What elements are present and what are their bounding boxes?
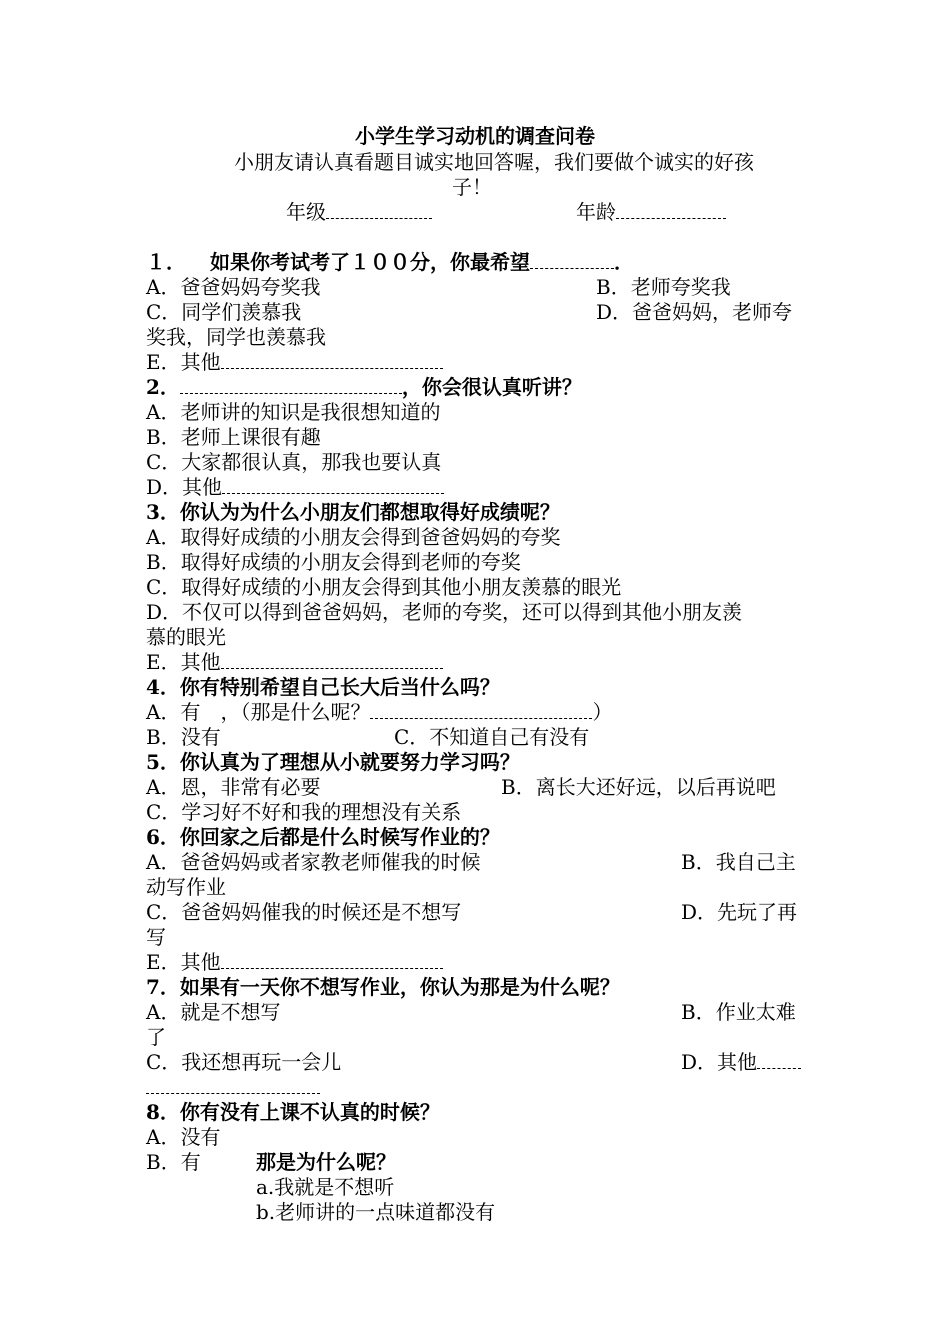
q2-option-d-blank[interactable] bbox=[222, 476, 444, 494]
intro-line-1: 小朋友请认真看题目诚实地回答喔，我们要做个诚实的好孩 bbox=[234, 150, 754, 174]
q6-option-b-cont: 动写作业 bbox=[146, 875, 226, 899]
q7-option-d-blank[interactable] bbox=[757, 1051, 801, 1069]
question-1-end: ． bbox=[614, 250, 634, 274]
q1-option-c[interactable]: C．同学们羡慕我 bbox=[146, 300, 302, 324]
grade-blank[interactable] bbox=[326, 201, 432, 219]
q2-option-d[interactable] bbox=[146, 475, 444, 500]
grade-field bbox=[286, 200, 432, 225]
q4-option-b[interactable]: B．没有 bbox=[146, 725, 221, 749]
q6-option-e-label: E．其他 bbox=[146, 950, 221, 974]
q7-option-a[interactable]: A．就是不想写 bbox=[146, 1000, 281, 1024]
q3-option-e[interactable] bbox=[146, 650, 443, 675]
q2-option-a[interactable]: A．老师讲的知识是我很想知道的 bbox=[146, 400, 441, 424]
q1-option-d[interactable]: D．爸爸妈妈，老师夸 bbox=[596, 300, 793, 324]
question-6: 6．你回家之后都是什么时候写作业的？ bbox=[146, 825, 500, 849]
q6-option-b[interactable]: B．我自己主 bbox=[681, 850, 796, 874]
q4-option-a[interactable] bbox=[146, 700, 612, 725]
q3-option-d[interactable]: D．不仅可以得到爸爸妈妈，老师的夸奖，还可以得到其他小朋友羡 bbox=[146, 600, 743, 624]
question-2-blank[interactable] bbox=[180, 376, 402, 394]
q6-option-e[interactable] bbox=[146, 950, 443, 975]
q3-option-a[interactable]: A．取得好成绩的小朋友会得到爸爸妈妈的夸奖 bbox=[146, 525, 561, 549]
q3-option-e-blank[interactable] bbox=[221, 651, 443, 669]
q1-option-d-cont: 奖我，同学也羡慕我 bbox=[146, 325, 326, 349]
q1-option-e-label: E．其他 bbox=[146, 350, 221, 374]
question-7: 7．如果有一天你不想写作业，你认为那是为什么呢？ bbox=[146, 975, 620, 999]
q7-option-d-label: D．其他 bbox=[681, 1050, 758, 1074]
intro-line-2: 子！ bbox=[452, 175, 492, 199]
q1-option-b[interactable]: B．老师夸奖我 bbox=[596, 275, 731, 299]
q3-option-e-label: E．其他 bbox=[146, 650, 221, 674]
question-8: 8．你有没有上课不认真的时候？ bbox=[146, 1100, 440, 1124]
q6-option-d[interactable]: D．先玩了再 bbox=[681, 900, 798, 924]
q7-option-b[interactable]: B．作业太难 bbox=[681, 1000, 796, 1024]
q4-option-c[interactable]: C．不知道自己有没有 bbox=[394, 725, 590, 749]
q7-option-b-cont: 了 bbox=[146, 1025, 166, 1049]
question-4: 4．你有特别希望自己长大后当什么吗？ bbox=[146, 675, 500, 699]
age-blank[interactable] bbox=[616, 201, 726, 219]
question-2 bbox=[146, 375, 582, 400]
q6-option-e-blank[interactable] bbox=[221, 951, 443, 969]
q4-option-a-blank[interactable] bbox=[370, 701, 592, 719]
question-1-number: １． bbox=[146, 250, 186, 274]
q8-option-a[interactable]: A．没有 bbox=[146, 1125, 221, 1149]
question-2-number: 2． bbox=[146, 375, 180, 399]
question-1 bbox=[146, 250, 634, 275]
q5-option-c[interactable]: C．学习好不好和我的理想没有关系 bbox=[146, 800, 462, 824]
q2-option-c[interactable]: C．大家都很认真，那我也要认真 bbox=[146, 450, 442, 474]
q8-sub-option-b[interactable]: b.老师讲的一点味道都没有 bbox=[256, 1200, 496, 1224]
age-field bbox=[576, 200, 726, 225]
question-5: 5．你认真为了理想从小就要努力学习吗？ bbox=[146, 750, 520, 774]
question-1-text: 如果你考试考了１００分，你最希望 bbox=[210, 250, 530, 274]
q6-option-c[interactable]: C．爸爸妈妈催我的时候还是不想写 bbox=[146, 900, 462, 924]
page-title: 小学生学习动机的调查问卷 bbox=[355, 124, 595, 148]
q8-option-b[interactable]: B．有 bbox=[146, 1150, 201, 1174]
q3-option-c[interactable]: C．取得好成绩的小朋友会得到其他小朋友羡慕的眼光 bbox=[146, 575, 622, 599]
age-label: 年龄 bbox=[576, 200, 616, 224]
q5-option-a[interactable]: A．恩，非常有必要 bbox=[146, 775, 321, 799]
q1-option-e-blank[interactable] bbox=[221, 351, 443, 369]
q7-option-d-cont bbox=[146, 1075, 320, 1100]
q5-option-b[interactable]: B．离长大还好远，以后再说吧 bbox=[501, 775, 776, 799]
q3-option-d-cont: 慕的眼光 bbox=[146, 625, 226, 649]
q2-option-d-label: D．其他 bbox=[146, 475, 223, 499]
q8-sub-option-a[interactable]: a.我就是不想听 bbox=[256, 1175, 395, 1199]
q1-option-a[interactable]: A．爸爸妈妈夸奖我 bbox=[146, 275, 321, 299]
q4-option-a-label: A．有 ，（那是什么呢？ bbox=[146, 700, 371, 724]
q3-option-b[interactable]: B．取得好成绩的小朋友会得到老师的夸奖 bbox=[146, 550, 521, 574]
q1-option-e[interactable] bbox=[146, 350, 443, 375]
q8-followup-question: 那是为什么呢？ bbox=[256, 1150, 396, 1174]
q7-option-d[interactable] bbox=[681, 1050, 801, 1075]
q6-option-a[interactable]: A．爸爸妈妈或者家教老师催我的时候 bbox=[146, 850, 481, 874]
question-3: 3．你认为为什么小朋友们都想取得好成绩呢？ bbox=[146, 500, 560, 524]
q7-option-d-blank-cont[interactable] bbox=[146, 1076, 320, 1094]
question-1-blank[interactable] bbox=[530, 251, 614, 269]
question-2-text: ，你会很认真听讲？ bbox=[401, 375, 582, 399]
q2-option-b[interactable]: B．老师上课很有趣 bbox=[146, 425, 321, 449]
grade-label: 年级 bbox=[286, 200, 326, 224]
q4-option-a-end: ） bbox=[592, 700, 613, 724]
q6-option-d-cont: 写 bbox=[146, 925, 166, 949]
q7-option-c[interactable]: C．我还想再玩一会儿 bbox=[146, 1050, 342, 1074]
